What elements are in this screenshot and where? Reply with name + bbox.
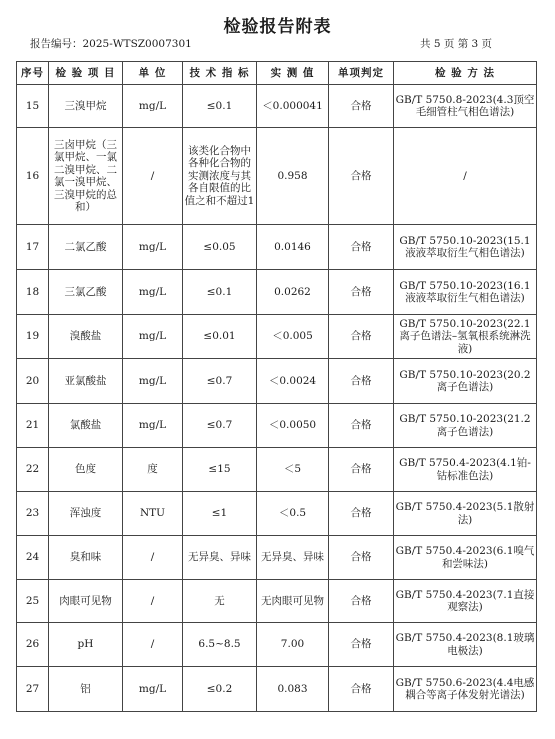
cell-value: 0.958: [257, 128, 329, 225]
table-row: [17, 404, 537, 448]
cell-unit: 度: [123, 448, 183, 492]
cell-method: GB/T 5750.10-2023(22.1离子色谱法–氢氧根系统淋洗液): [394, 315, 537, 359]
cell-limit: 无: [183, 580, 257, 623]
cell-no: 26: [17, 623, 49, 667]
table-row: [17, 623, 537, 667]
cell-value: 0.083: [257, 667, 329, 712]
cell-method: GB/T 5750.10-2023(16.1液液萃取衍生气相色谱法): [394, 270, 537, 315]
cell-verdict: 合格: [329, 128, 394, 225]
cell-unit: /: [123, 580, 183, 623]
cell-method: GB/T 5750.4-2023(7.1直接观察法): [394, 580, 537, 623]
header-limit: 技 术 指 标: [183, 62, 257, 85]
cell-no: 25: [17, 580, 49, 623]
cell-item: 三氯乙酸: [49, 270, 123, 315]
cell-verdict: 合格: [329, 315, 394, 359]
cell-value: 无异臭、异味: [257, 536, 329, 580]
cell-method: /: [394, 128, 537, 225]
table-row: [17, 85, 537, 128]
cell-no: 16: [17, 128, 49, 225]
cell-item: 氯酸盐: [49, 404, 123, 448]
header-unit: 单 位: [123, 62, 183, 85]
cell-verdict: 合格: [329, 492, 394, 536]
header-verdict: 单项判定: [329, 62, 394, 85]
cell-unit: mg/L: [123, 404, 183, 448]
cell-limit: ≤1: [183, 492, 257, 536]
inspection-table: [16, 61, 537, 712]
table-row: [17, 536, 537, 580]
page-info: 共 5 页 第 3 页: [420, 38, 493, 50]
page-title: 检验报告附表: [223, 17, 332, 37]
cell-value: ＜0.005: [257, 315, 329, 359]
table-row: [17, 225, 537, 270]
report-number-value: 2025-WTSZ0007301: [82, 38, 192, 50]
report-number-label: 报告编号：: [30, 38, 83, 50]
cell-item: 肉眼可见物: [49, 580, 123, 623]
cell-method: GB/T 5750.10-2023(20.2离子色谱法): [394, 359, 537, 404]
header-value: 实 测 值: [257, 62, 329, 85]
cell-method: GB/T 5750.10-2023(21.2离子色谱法): [394, 404, 537, 448]
cell-item: 色度: [49, 448, 123, 492]
table-row: [17, 270, 537, 315]
cell-item: 三溴甲烷: [49, 85, 123, 128]
cell-limit: ≤0.2: [183, 667, 257, 712]
cell-method: GB/T 5750.4-2023(8.1玻璃电极法): [394, 623, 537, 667]
header-no: 序号: [17, 62, 49, 85]
cell-item: 浑浊度: [49, 492, 123, 536]
cell-value: 0.0262: [257, 270, 329, 315]
cell-limit: ≤15: [183, 448, 257, 492]
cell-verdict: 合格: [329, 448, 394, 492]
table-row: [17, 315, 537, 359]
cell-limit: 该类化合物中各种化合物的实测浓度与其各自限值的比值之和不超过1: [183, 128, 257, 225]
cell-verdict: 合格: [329, 623, 394, 667]
cell-no: 19: [17, 315, 49, 359]
cell-unit: mg/L: [123, 315, 183, 359]
cell-verdict: 合格: [329, 580, 394, 623]
cell-method: GB/T 5750.4-2023(6.1嗅气和尝味法): [394, 536, 537, 580]
cell-item: pH: [49, 623, 123, 667]
cell-verdict: 合格: [329, 225, 394, 270]
table-row: [17, 667, 537, 712]
cell-method: GB/T 5750.4-2023(4.1铂-钴标准色法): [394, 448, 537, 492]
cell-no: 20: [17, 359, 49, 404]
cell-limit: 无异臭、异味: [183, 536, 257, 580]
cell-value: 7.00: [257, 623, 329, 667]
table-row: [17, 448, 537, 492]
cell-value: ＜0.0050: [257, 404, 329, 448]
cell-unit: mg/L: [123, 225, 183, 270]
cell-verdict: 合格: [329, 667, 394, 712]
cell-unit: /: [123, 623, 183, 667]
table-row: [17, 128, 537, 225]
cell-unit: /: [123, 536, 183, 580]
cell-value: 0.0146: [257, 225, 329, 270]
cell-unit: mg/L: [123, 85, 183, 128]
table-row: [17, 492, 537, 536]
header-method: 检 验 方 法: [394, 62, 537, 85]
cell-item: 臭和味: [49, 536, 123, 580]
cell-limit: ≤0.01: [183, 315, 257, 359]
table-header-row: [17, 62, 537, 85]
cell-unit: mg/L: [123, 270, 183, 315]
cell-limit: ≤0.05: [183, 225, 257, 270]
cell-unit: mg/L: [123, 667, 183, 712]
cell-item: 溴酸盐: [49, 315, 123, 359]
cell-no: 27: [17, 667, 49, 712]
cell-method: GB/T 5750.6-2023(4.4电感耦合等离子体发射光谱法): [394, 667, 537, 712]
cell-verdict: 合格: [329, 536, 394, 580]
cell-limit: ≤0.7: [183, 359, 257, 404]
cell-no: 24: [17, 536, 49, 580]
cell-method: GB/T 5750.10-2023(15.1液液萃取衍生气相色谱法): [394, 225, 537, 270]
cell-item: 三卤甲烷（三氯甲烷、一氯二溴甲烷、二氯一溴甲烷、三溴甲烷的总和）: [49, 128, 123, 225]
cell-value: ＜0.000041: [257, 85, 329, 128]
table-row: [17, 359, 537, 404]
cell-value: 无肉眼可见物: [257, 580, 329, 623]
cell-value: ＜0.0024: [257, 359, 329, 404]
cell-item: 二氯乙酸: [49, 225, 123, 270]
table-row: [17, 580, 537, 623]
cell-limit: 6.5~8.5: [183, 623, 257, 667]
cell-limit: ≤0.1: [183, 270, 257, 315]
cell-limit: ≤0.7: [183, 404, 257, 448]
cell-verdict: 合格: [329, 270, 394, 315]
report-number: [30, 36, 192, 51]
cell-unit: /: [123, 128, 183, 225]
cell-verdict: 合格: [329, 404, 394, 448]
cell-verdict: 合格: [329, 359, 394, 404]
cell-method: GB/T 5750.8-2023(4.3顶空毛细管柱气相色谱法): [394, 85, 537, 128]
cell-limit: ≤0.1: [183, 85, 257, 128]
cell-method: GB/T 5750.4-2023(5.1散射法): [394, 492, 537, 536]
cell-verdict: 合格: [329, 85, 394, 128]
cell-no: 17: [17, 225, 49, 270]
cell-value: ＜0.5: [257, 492, 329, 536]
cell-item: 亚氯酸盐: [49, 359, 123, 404]
cell-item: 铝: [49, 667, 123, 712]
cell-no: 23: [17, 492, 49, 536]
cell-unit: NTU: [123, 492, 183, 536]
cell-no: 15: [17, 85, 49, 128]
cell-no: 22: [17, 448, 49, 492]
header-item: 检 验 项 目: [49, 62, 123, 85]
cell-no: 21: [17, 404, 49, 448]
cell-value: ＜5: [257, 448, 329, 492]
cell-no: 18: [17, 270, 49, 315]
cell-unit: mg/L: [123, 359, 183, 404]
